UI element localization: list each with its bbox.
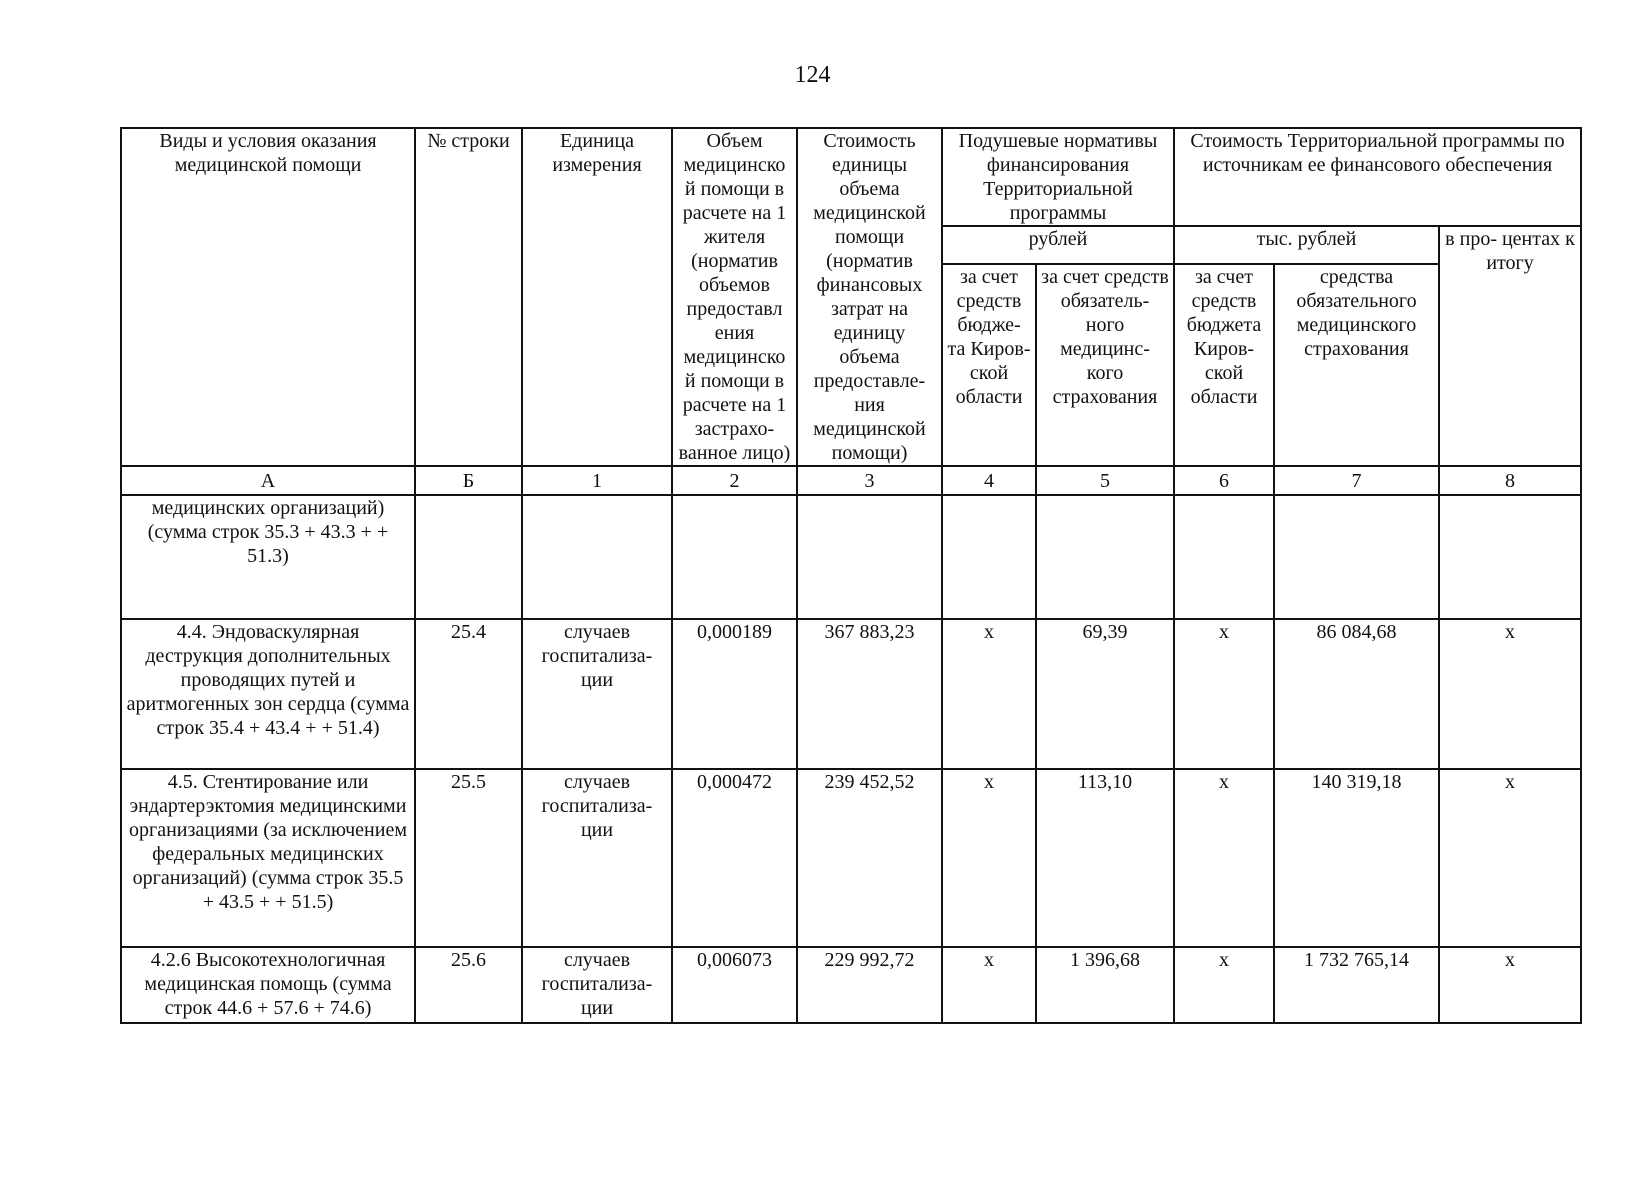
column-letter: 1: [522, 466, 672, 495]
financing-table: [120, 127, 1582, 1024]
row-volume: 0,006073: [672, 947, 797, 1023]
row-col-6: х: [1174, 947, 1274, 1023]
row-col-5: 69,39: [1036, 619, 1174, 769]
row-col-4: х: [942, 947, 1036, 1023]
row-volume: 0,000189: [672, 619, 797, 769]
row-line-number: [415, 495, 522, 619]
header-col-6: за счет средств бюджета Киров- ской области: [1174, 264, 1274, 466]
row-col-8: х: [1439, 619, 1581, 769]
header-col-2: Объем медицинско й помощи в расчете на 1 жителя (норматив объемов предоставл ения медицинско й помощи в расчете на 1 застрахо- ванное лицо): [672, 128, 797, 466]
row-col-5: [1036, 495, 1174, 619]
row-unit: случаев госпитализа- ции: [522, 947, 672, 1023]
row-col-8: х: [1439, 947, 1581, 1023]
row-col-6: х: [1174, 619, 1274, 769]
row-col-4: х: [942, 769, 1036, 947]
row-col-5: 1 396,68: [1036, 947, 1174, 1023]
row-col-4: х: [942, 619, 1036, 769]
row-line-number: 25.6: [415, 947, 522, 1023]
header-col-4: за счет средств бюдже- та Киров- ской области: [942, 264, 1036, 466]
header-col-5: за счет средств обязатель- ного медицинс- кого страхования: [1036, 264, 1174, 466]
row-cost: 229 992,72: [797, 947, 942, 1023]
row-col-7: 86 084,68: [1274, 619, 1439, 769]
column-letter: А: [121, 466, 415, 495]
column-letter: 6: [1174, 466, 1274, 495]
row-volume: 0,000472: [672, 769, 797, 947]
row-unit: случаев госпитализа- ции: [522, 769, 672, 947]
header-col-1: Единица измерения: [522, 128, 672, 466]
table-row: [121, 495, 1581, 619]
header-col-3: Стоимость единицы объема медицинской помощи (норматив финансовых затрат на единицу объема предоставле- ния медицинской помощи): [797, 128, 942, 466]
row-unit: [522, 495, 672, 619]
column-letter: 4: [942, 466, 1036, 495]
header-col-b: № строки: [415, 128, 522, 466]
column-letter: Б: [415, 466, 522, 495]
header-unit-thous-rub: тыс. рублей: [1174, 226, 1439, 264]
row-cost: [797, 495, 942, 619]
header-group-cost: Стоимость Территориальной программы по источникам ее финансового обеспечения: [1174, 128, 1581, 226]
row-name: медицинских организаций) (сумма строк 35.3 + 43.3 + + 51.3): [121, 495, 415, 619]
column-letter: 7: [1274, 466, 1439, 495]
row-col-7: 140 319,18: [1274, 769, 1439, 947]
page-number: 124: [794, 62, 831, 88]
header-row-top: [121, 128, 1581, 226]
row-line-number: 25.5: [415, 769, 522, 947]
column-letter: 2: [672, 466, 797, 495]
row-volume: [672, 495, 797, 619]
header-col-7: средства обязательного медицинского страхования: [1274, 264, 1439, 466]
row-unit: случаев госпитализа- ции: [522, 619, 672, 769]
row-name: 4.4. Эндоваскулярная деструкция дополнительных проводящих путей и аритмогенных зон сердца (сумма строк 35.4 + 43.4 + + 51.4): [121, 619, 415, 769]
column-letter: 8: [1439, 466, 1581, 495]
row-cost: 239 452,52: [797, 769, 942, 947]
row-name: 4.2.6 Высокотехнологичная медицинская помощь (сумма строк 44.6 + 57.6 + 74.6): [121, 947, 415, 1023]
row-col-5: 113,10: [1036, 769, 1174, 947]
table-row: [121, 947, 1581, 1023]
header-unit-rub: рублей: [942, 226, 1174, 264]
column-letter: 3: [797, 466, 942, 495]
row-name: 4.5. Стентирование или эндартерэктомия медицинскими организациями (за исключением федеральных медицинских организаций) (сумма строк 35.5 + 43.5 + + 51.5): [121, 769, 415, 947]
row-col-6: [1174, 495, 1274, 619]
row-col-7: [1274, 495, 1439, 619]
column-letter: 5: [1036, 466, 1174, 495]
header-group-per-capita: Подушевые нормативы финансирования Территориальной программы: [942, 128, 1174, 226]
column-letters-row: [121, 466, 1581, 495]
header-col-a: Виды и условия оказания медицинской помощи: [121, 128, 415, 466]
row-col-4: [942, 495, 1036, 619]
row-col-8: х: [1439, 769, 1581, 947]
row-line-number: 25.4: [415, 619, 522, 769]
row-col-6: х: [1174, 769, 1274, 947]
row-col-8: [1439, 495, 1581, 619]
header-col-8: в про- центах к итогу: [1439, 226, 1581, 466]
row-cost: 367 883,23: [797, 619, 942, 769]
table-row: [121, 769, 1581, 947]
row-col-7: 1 732 765,14: [1274, 947, 1439, 1023]
table-row: [121, 619, 1581, 769]
